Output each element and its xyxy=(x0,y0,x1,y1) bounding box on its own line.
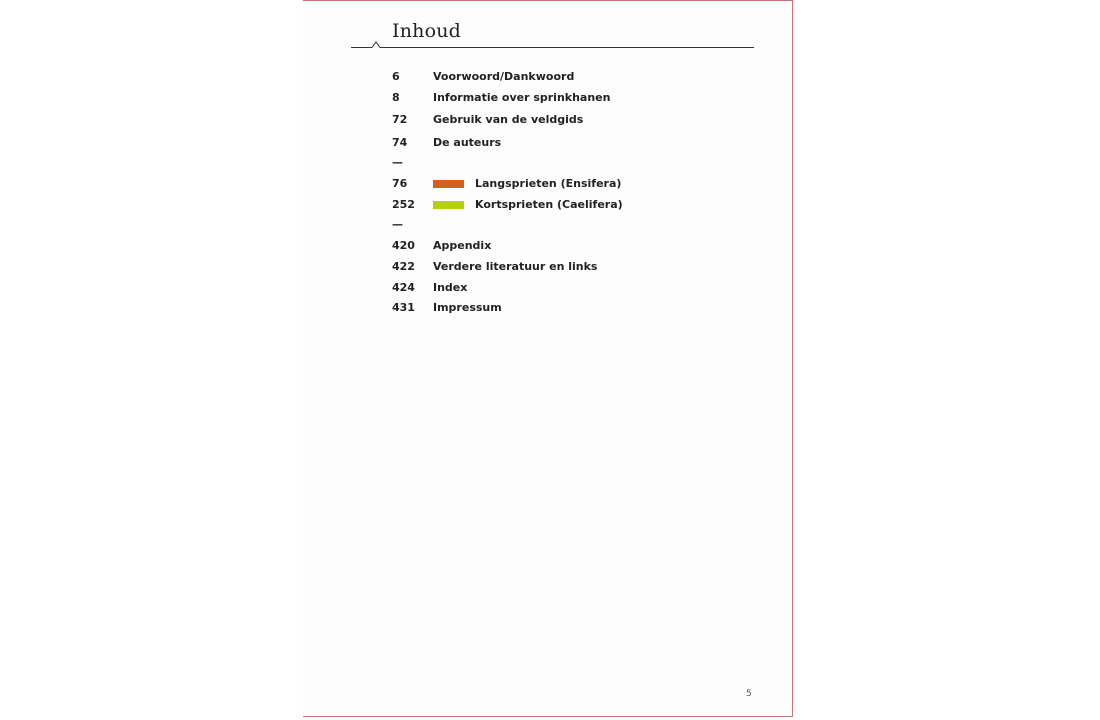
section-separator: — xyxy=(392,156,403,169)
toc-page-number: 76 xyxy=(392,177,408,190)
toc-label: Voorwoord/Dankwoord xyxy=(433,70,575,83)
toc-label: Appendix xyxy=(433,239,492,252)
section-separator: — xyxy=(392,218,403,231)
toc-page-number: 72 xyxy=(392,113,408,126)
toc-page-number: 420 xyxy=(392,239,415,252)
toc-label: Gebruik van de veldgids xyxy=(433,113,584,126)
toc-label: Informatie over sprinkhanen xyxy=(433,91,611,104)
toc-label: Langsprieten (Ensifera) xyxy=(475,177,622,190)
toc-page-number: 8 xyxy=(392,91,400,104)
toc-page-number: 424 xyxy=(392,281,415,294)
toc-label: Kortsprieten (Caelifera) xyxy=(475,198,623,211)
book-page xyxy=(303,0,793,717)
toc-page-number: 74 xyxy=(392,136,408,149)
toc-label: Index xyxy=(433,281,468,294)
toc-label: Verdere literatuur en links xyxy=(433,260,598,273)
page-title: Inhoud xyxy=(392,20,462,42)
toc-page-number: 422 xyxy=(392,260,415,273)
toc-page-number: 431 xyxy=(392,301,415,314)
ensifera-color-swatch xyxy=(433,180,464,188)
caelifera-color-swatch xyxy=(433,201,464,209)
toc-label: Impressum xyxy=(433,301,502,314)
toc-page-number: 252 xyxy=(392,198,415,211)
title-rule xyxy=(351,37,754,51)
toc-page-number: 6 xyxy=(392,70,400,83)
toc-label: De auteurs xyxy=(433,136,502,149)
page-number: 5 xyxy=(746,689,752,699)
